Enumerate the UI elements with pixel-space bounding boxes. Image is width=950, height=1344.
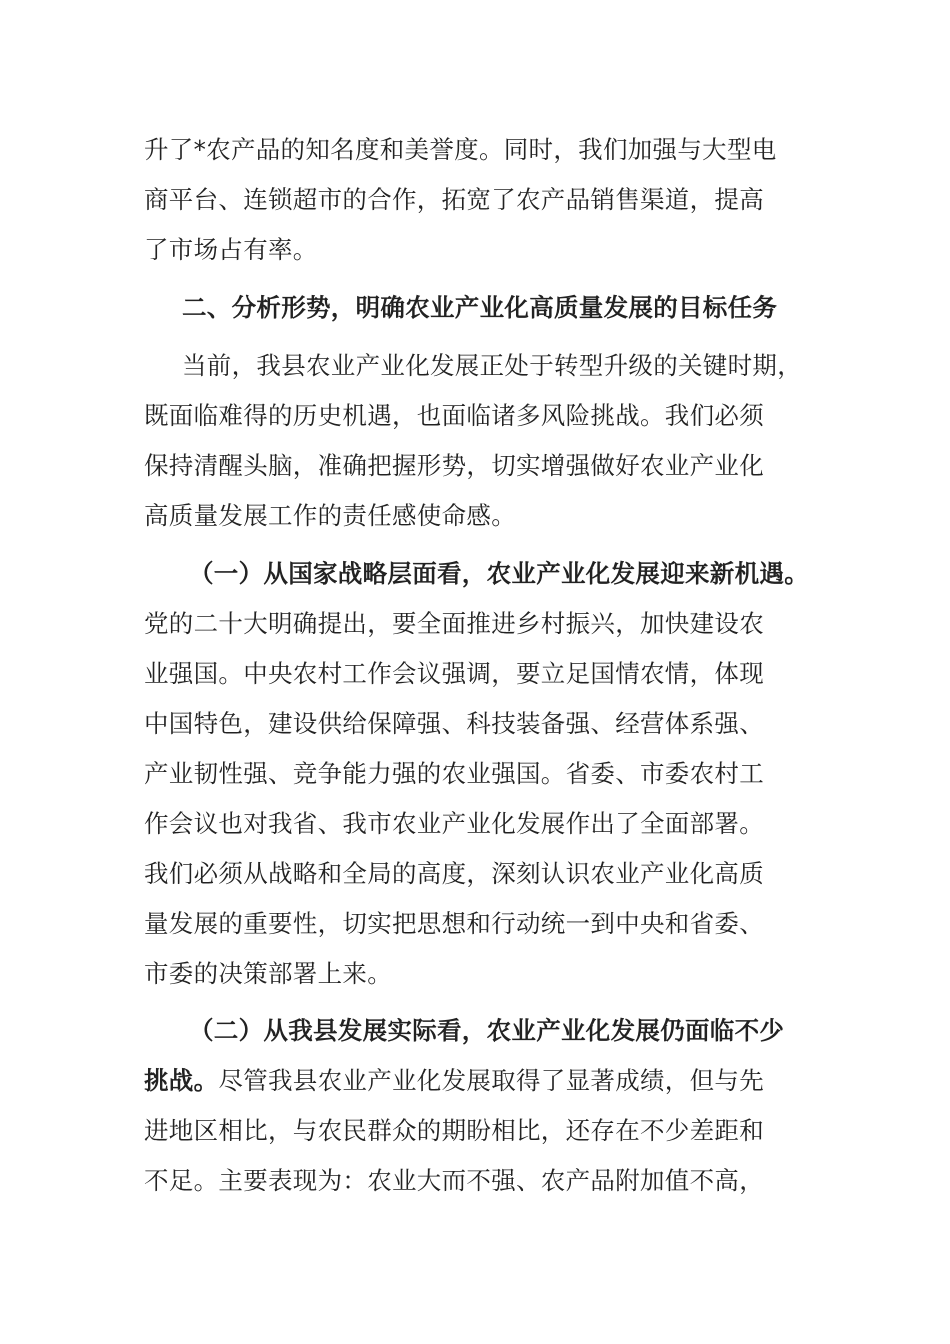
body-text-line: 市委的决策部署上来。 xyxy=(144,959,392,988)
body-text-line: 量发展的重要性，切实把思想和行动统一到中央和省委、 xyxy=(144,909,764,938)
body-text-line: 商平台、连锁超市的合作，拓宽了农产品销售渠道，提高 xyxy=(144,185,764,214)
body-text-line: 保持清醒头脑，准确把握形势，切实增强做好农业产业化 xyxy=(144,451,764,480)
body-text-line: 中国特色，建设供给保障强、科技装备强、经营体系强、 xyxy=(144,709,764,738)
subsection-heading: （一）从国家战略层面看，农业产业化发展迎来新机遇。 xyxy=(189,559,809,588)
subsection-heading-tail: 挑战。 xyxy=(144,1066,219,1095)
body-text-line: 既面临难得的历史机遇，也面临诸多风险挑战。我们必须 xyxy=(144,401,764,430)
body-text-line: 了市场占有率。 xyxy=(144,235,318,264)
subsection-heading: （二）从我县发展实际看，农业产业化发展仍面临不少 xyxy=(189,1016,785,1045)
body-text-line: 业强国。中央农村工作会议强调，要立足国情农情，体现 xyxy=(144,659,764,688)
body-text-line: 不足。主要表现为：农业大而不强、农产品附加值不高， xyxy=(144,1166,764,1195)
body-text-line: 党的二十大明确提出，要全面推进乡村振兴，加快建设农 xyxy=(144,609,764,638)
body-text-line: 作会议也对我省、我市农业产业化发展作出了全面部署。 xyxy=(144,809,764,838)
body-text-line: 当前，我县农业产业化发展正处于转型升级的关键时期， xyxy=(182,351,802,380)
body-text-line: 高质量发展工作的责任感使命感。 xyxy=(144,501,516,530)
body-text-line: 我们必须从战略和全局的高度，深刻认识农业产业化高质 xyxy=(144,859,764,888)
section-heading: 二、分析形势，明确农业产业化高质量发展的目标任务 xyxy=(182,293,778,322)
body-text-line: 进地区相比，与农民群众的期盼相比，还存在不少差距和 xyxy=(144,1116,764,1145)
body-text-line xyxy=(144,1064,764,1098)
body-text-fragment: 尽管我县农业产业化发展取得了显著成绩，但与先 xyxy=(218,1066,765,1095)
body-text-line: 升了*农产品的知名度和美誉度。同时，我们加强与大型电 xyxy=(144,135,777,164)
body-text-line: 产业韧性强、竞争能力强的农业强国。省委、市委农村工 xyxy=(144,759,764,788)
